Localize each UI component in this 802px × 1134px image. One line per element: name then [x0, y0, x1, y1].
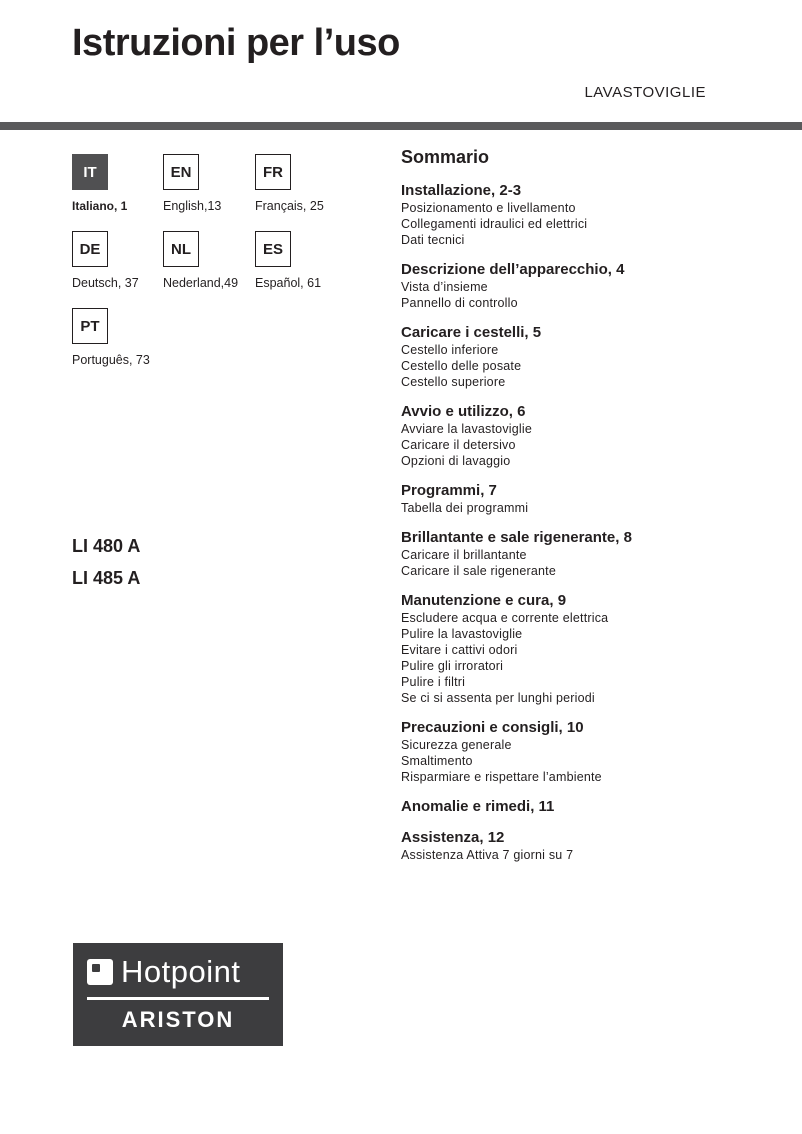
- language-code: NL: [163, 231, 199, 267]
- toc-section: [401, 829, 791, 863]
- language-code: EN: [163, 154, 199, 190]
- language-code: ES: [255, 231, 291, 267]
- toc-item[interactable]: Caricare il sale rigenerante: [401, 564, 556, 578]
- language-code: FR: [255, 154, 291, 190]
- toc-item[interactable]: Caricare il detersivo: [401, 438, 516, 452]
- toc-item[interactable]: Smaltimento: [401, 754, 473, 768]
- toc-item[interactable]: Se ci si assenta per lunghi periodi: [401, 691, 595, 705]
- language-label: Français, 25: [255, 199, 324, 213]
- model-name: LI 480 A: [72, 536, 141, 556]
- toc-section: [401, 403, 791, 469]
- toc-item[interactable]: Pulire gli irroratori: [401, 659, 504, 673]
- toc-section: [401, 324, 791, 390]
- toc-item[interactable]: Vista d’insieme: [401, 280, 488, 294]
- toc-item[interactable]: Pulire la lavastoviglie: [401, 627, 523, 641]
- toc-item[interactable]: Avviare la lavastoviglie: [401, 422, 533, 436]
- toc-item[interactable]: Dati tecnici: [401, 233, 465, 247]
- toc-item[interactable]: Pulire i filtri: [401, 675, 466, 689]
- language-label: Italiano, 1: [72, 199, 128, 213]
- toc-item[interactable]: Assistenza Attiva 7 giorni su 7: [401, 848, 574, 862]
- language-label: Deutsch, 37: [72, 276, 139, 290]
- logo-divider: [87, 997, 269, 1000]
- page-title: Istruzioni per l’uso: [72, 22, 400, 64]
- language-pt[interactable]: [72, 308, 162, 367]
- table-of-contents: [401, 147, 791, 876]
- toc-section: [401, 482, 791, 516]
- toc-item[interactable]: Cestello delle posate: [401, 359, 522, 373]
- toc-section-heading[interactable]: Avvio e utilizzo, 6: [401, 403, 526, 420]
- toc-section: [401, 798, 791, 816]
- toc-item[interactable]: Cestello superiore: [401, 375, 506, 389]
- toc-section-heading[interactable]: Manutenzione e cura, 9: [401, 592, 567, 609]
- toc-title: Sommario: [401, 147, 490, 167]
- toc-section-heading[interactable]: Programmi, 7: [401, 482, 497, 499]
- toc-section: [401, 261, 791, 311]
- toc-item[interactable]: Risparmiare e rispettare l’ambiente: [401, 770, 602, 784]
- toc-item[interactable]: Caricare il brillantante: [401, 548, 527, 562]
- language-label: English,13: [163, 199, 222, 213]
- toc-section: [401, 529, 791, 579]
- language-label: Español, 61: [255, 276, 322, 290]
- toc-section-heading[interactable]: Brillantante e sale rigenerante, 8: [401, 529, 632, 546]
- toc-item[interactable]: Sicurezza generale: [401, 738, 512, 752]
- language-en[interactable]: [163, 154, 253, 213]
- toc-sections: [401, 182, 791, 863]
- language-fr[interactable]: [255, 154, 345, 213]
- toc-section-heading[interactable]: Caricare i cestelli, 5: [401, 324, 542, 341]
- toc-item[interactable]: Evitare i cattivi odori: [401, 643, 518, 657]
- toc-section: [401, 592, 791, 706]
- language-code: DE: [72, 231, 108, 267]
- hotpoint-ariston-logo: [73, 943, 283, 1046]
- language-de[interactable]: [72, 231, 162, 290]
- logo-top: [87, 955, 240, 989]
- toc-item[interactable]: Escludere acqua e corrente elettrica: [401, 611, 609, 625]
- model-name: LI 485 A: [72, 568, 141, 588]
- logo-mark-icon: [87, 959, 113, 985]
- header-divider: [0, 122, 802, 130]
- toc-section-heading[interactable]: Descrizione dell’apparecchio, 4: [401, 261, 625, 278]
- toc-section: [401, 182, 791, 248]
- toc-item[interactable]: Tabella dei programmi: [401, 501, 529, 515]
- language-code: IT: [72, 154, 108, 190]
- toc-item[interactable]: Pannello di controllo: [401, 296, 518, 310]
- toc-section-heading[interactable]: Assistenza, 12: [401, 829, 505, 846]
- toc-section-heading[interactable]: Anomalie e rimedi, 11: [401, 798, 555, 815]
- toc-item[interactable]: Opzioni di lavaggio: [401, 454, 511, 468]
- product-category: LAVASTOVIGLIE: [584, 84, 706, 101]
- toc-section: [401, 719, 791, 785]
- language-it[interactable]: [72, 154, 162, 213]
- toc-item[interactable]: Posizionamento e livellamento: [401, 201, 576, 215]
- logo-brand-bottom: ARISTON: [121, 1007, 235, 1032]
- language-label: Português, 73: [72, 353, 150, 367]
- language-code: PT: [72, 308, 108, 344]
- language-es[interactable]: [255, 231, 345, 290]
- toc-section-heading[interactable]: Installazione, 2-3: [401, 182, 522, 199]
- toc-item[interactable]: Cestello inferiore: [401, 343, 499, 357]
- language-label: Nederland,49: [163, 276, 239, 290]
- language-nl[interactable]: [163, 231, 253, 290]
- toc-item[interactable]: Collegamenti idraulici ed elettrici: [401, 217, 588, 231]
- toc-section-heading[interactable]: Precauzioni e consigli, 10: [401, 719, 584, 736]
- logo-brand-top: Hotpoint: [121, 954, 241, 989]
